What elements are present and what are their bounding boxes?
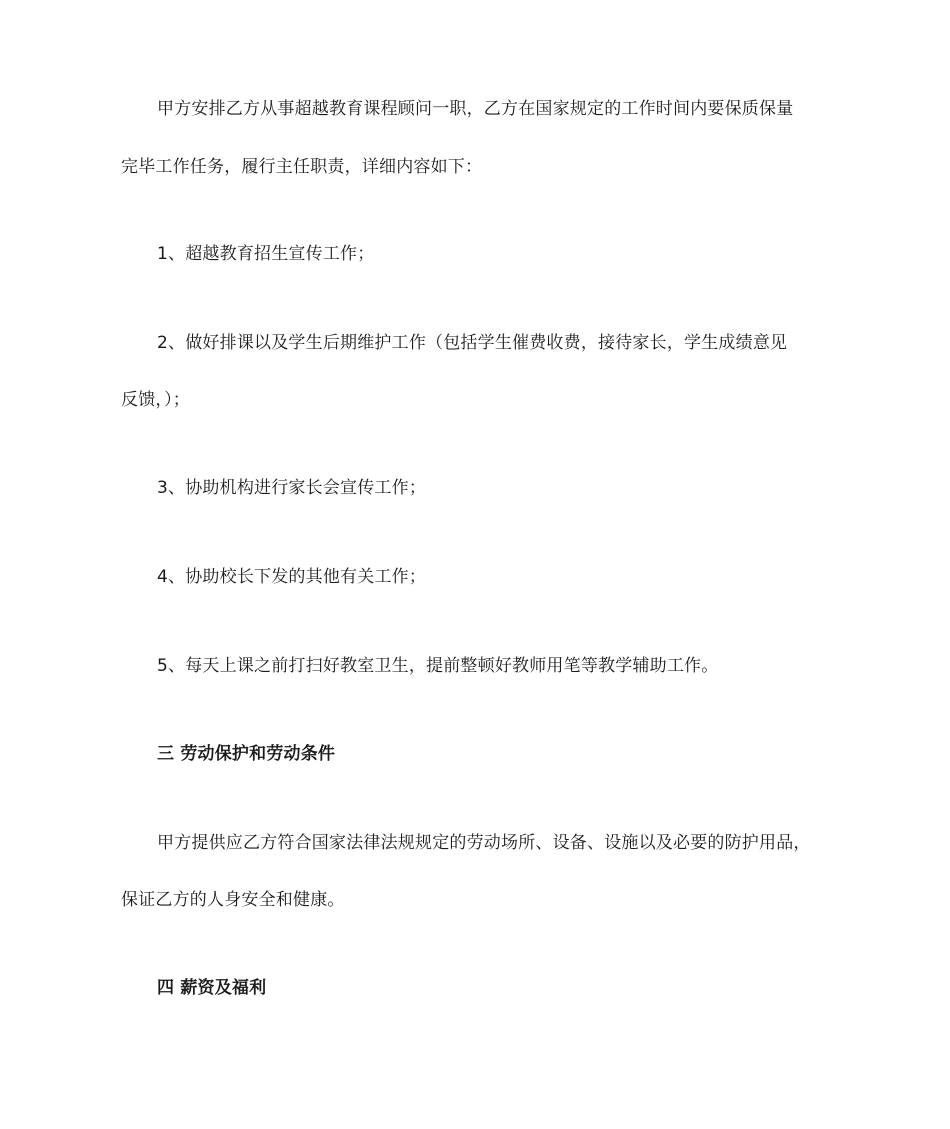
section-4-heading: 四 薪资及福利: [157, 978, 267, 998]
paragraph-duties-line-2: 完毕工作任务，履行主任职责，详细内容如下：: [121, 157, 483, 177]
duty-item-3: 3、协助机构进行家长会宣传工作；: [157, 478, 427, 498]
duty-item-2-line-1: 2、做好排课以及学生后期维护工作（包括学生催费收费，接待家长，学生成绩意见: [157, 333, 788, 353]
duty-item-4: 4、协助校长下发的其他有关工作；: [157, 567, 427, 587]
duty-item-1: 1、超越教育招生宣传工作；: [157, 244, 375, 264]
duty-item-5: 5、每天上课之前打扫好教室卫生，提前整顿好教师用笔等教学辅助工作。: [157, 656, 719, 676]
section-3-line-1: 甲方提供应乙方符合国家法律法规规定的劳动场所、设备、设施以及必要的防护用品，: [157, 833, 811, 853]
paragraph-duties-line-1: 甲方安排乙方从事超越教育课程顾问一职，乙方在国家规定的工作时间内要保质保量: [157, 99, 794, 119]
duty-item-2-line-2: 反馈，）；: [121, 390, 190, 410]
section-3-heading: 三 劳动保护和劳动条件: [157, 744, 336, 764]
section-3-line-2: 保证乙方的人身安全和健康。: [121, 890, 345, 910]
